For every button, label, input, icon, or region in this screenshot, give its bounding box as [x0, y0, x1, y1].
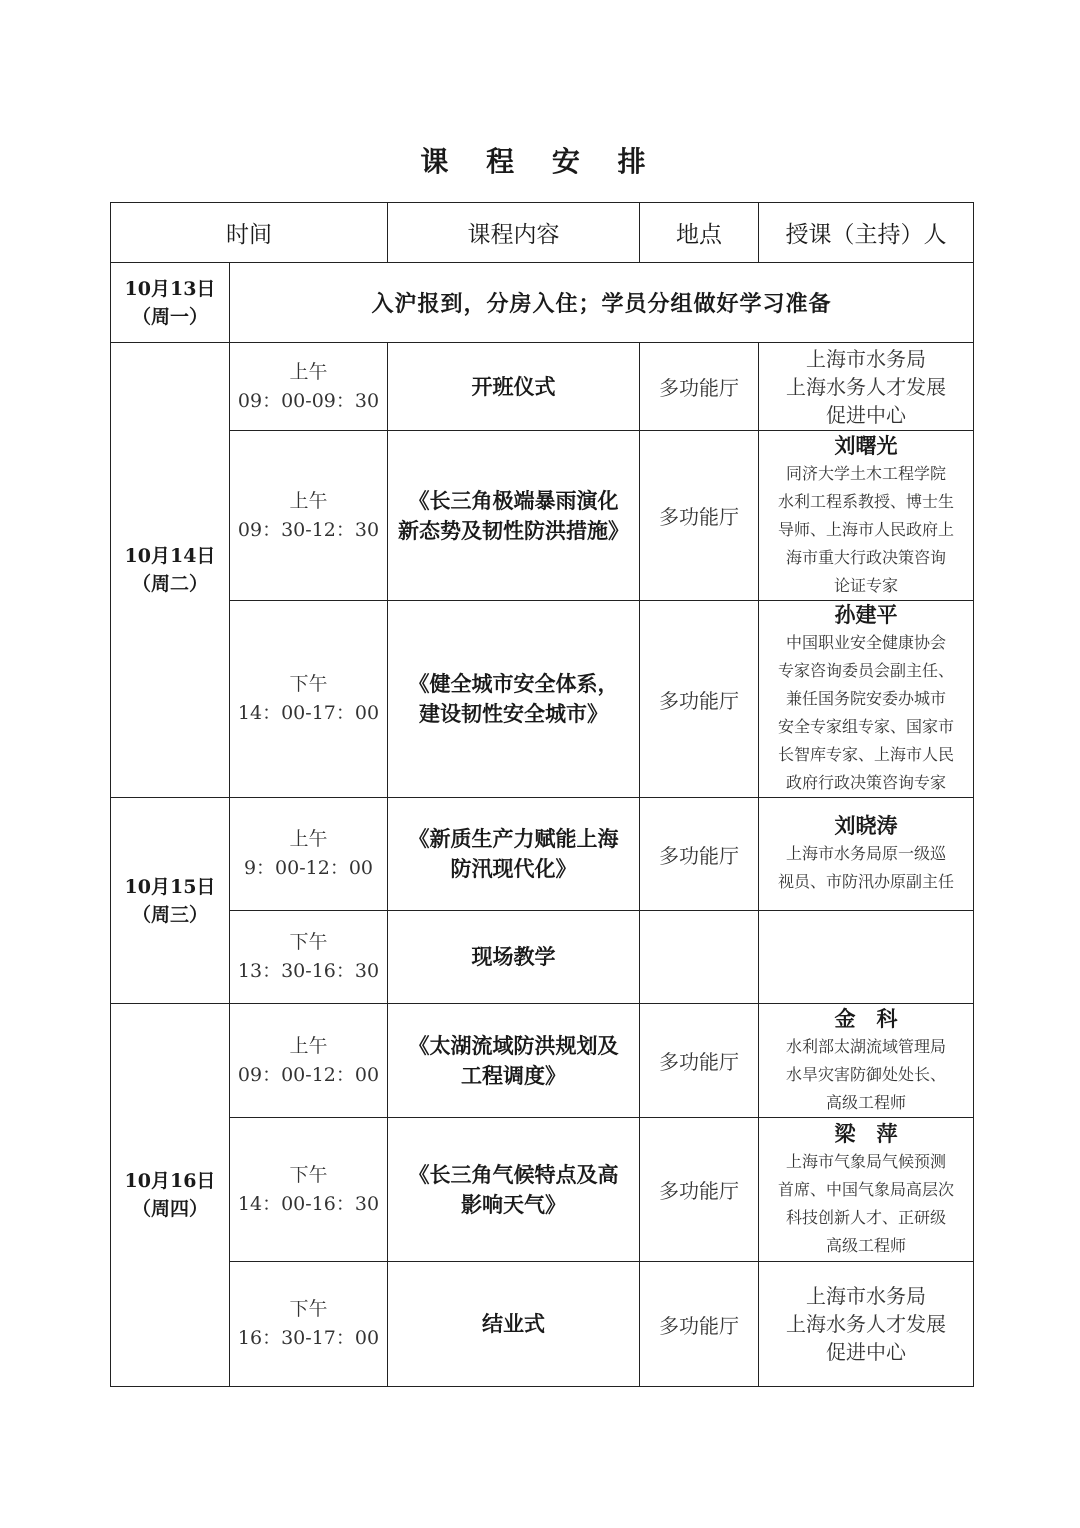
weekday: （周四）	[131, 1198, 208, 1220]
instructor-cell	[759, 1118, 974, 1262]
instructor-cell	[759, 1262, 974, 1387]
instructor-desc: 专家咨询委员会副主任、	[777, 661, 954, 680]
header-time: 时间	[111, 203, 388, 263]
header-location: 地点	[640, 203, 759, 263]
time-cell	[230, 798, 388, 911]
time-cell	[230, 343, 388, 431]
date: 10月14日	[124, 545, 216, 567]
instructor-desc: 水利部太湖流域管理局	[785, 1036, 946, 1056]
instructor-cell	[759, 601, 974, 798]
instructor-desc: 兼任国务院安委办城市	[785, 689, 946, 708]
instructor-desc: 同济大学土木工程学院	[785, 463, 946, 483]
period: 下午	[289, 1163, 328, 1186]
weekday: （周二）	[131, 573, 208, 595]
instructor-desc: 海市重大行政决策咨询	[785, 547, 946, 567]
course-line: 工程调度》	[461, 1062, 566, 1088]
time-cell	[230, 1118, 388, 1262]
instructor-desc: 上海市气象局气候预测	[785, 1151, 946, 1171]
course-line: 影响天气》	[461, 1191, 566, 1217]
weekday: （周三）	[131, 903, 208, 926]
organizer: 上海水务人才发展	[786, 374, 946, 399]
table-row	[111, 1262, 974, 1387]
period: 上午	[289, 1034, 328, 1057]
course-line: 防汛现代化》	[450, 856, 577, 881]
time-cell	[230, 601, 388, 798]
instructor-desc: 高级工程师	[825, 1235, 906, 1255]
instructor-desc: 安全专家组专家、国家市	[777, 717, 954, 736]
instructor-desc: 首席、中国气象局高层次	[777, 1179, 954, 1199]
table-row	[111, 911, 974, 1004]
organizer: 促进中心	[826, 1340, 906, 1364]
period: 下午	[289, 673, 328, 695]
time-range: 16：30-17：00	[237, 1327, 380, 1349]
instructor-name: 刘曙光	[834, 432, 898, 458]
course-cell	[388, 601, 640, 798]
course-cell: 结业式	[388, 1262, 640, 1387]
date-cell	[111, 343, 230, 798]
time-range: 09：30-12：30	[237, 518, 380, 541]
course-cell	[388, 431, 640, 601]
location-cell: 多功能厅	[640, 1262, 759, 1387]
instructor-cell	[759, 431, 974, 601]
table-row	[111, 798, 974, 911]
schedule-table	[110, 202, 974, 1387]
time-range: 9：00-12：00	[243, 857, 374, 879]
time-range: 14：00-17：00	[237, 702, 380, 724]
date-cell	[111, 263, 230, 343]
time-cell	[230, 431, 388, 601]
location-cell: 多功能厅	[640, 601, 759, 798]
course-line: 建设韧性安全城市》	[419, 701, 608, 726]
course-line: 新态势及韧性防洪措施》	[398, 517, 629, 543]
instructor-desc: 长智库专家、上海市人民	[777, 745, 954, 764]
header-course: 课程内容	[388, 203, 640, 263]
header-instructor: 授课（主持）人	[759, 203, 974, 263]
table-row	[111, 431, 974, 601]
registration-note: 入沪报到，分房入住；学员分组做好学习准备	[230, 263, 974, 343]
date: 10月15日	[124, 875, 216, 898]
location-cell: 多功能厅	[640, 431, 759, 601]
table-row	[111, 1118, 974, 1262]
location-cell: 多功能厅	[640, 1118, 759, 1262]
time-range: 09：00-12：00	[237, 1063, 380, 1086]
weekday: （周一）	[131, 305, 208, 328]
instructor-desc: 水旱灾害防御处处长、	[785, 1064, 946, 1084]
organizer: 促进中心	[826, 402, 906, 427]
location-cell: 多功能厅	[640, 798, 759, 911]
organizer: 上海水务人才发展	[786, 1312, 946, 1336]
course-line: 《太湖流域防洪规划及	[408, 1032, 619, 1058]
period: 下午	[289, 1298, 328, 1320]
instructor-desc: 高级工程师	[825, 1092, 906, 1112]
instructor-desc: 视员、市防汛办原副主任	[777, 872, 954, 891]
instructor-desc: 论证专家	[833, 575, 898, 595]
date: 10月13日	[124, 277, 216, 300]
table-row	[111, 343, 974, 431]
time-range: 14：00-16：30	[237, 1192, 380, 1215]
date-cell	[111, 798, 230, 1004]
course-line: 《长三角极端暴雨演化	[408, 487, 619, 513]
header-row	[111, 203, 974, 263]
instructor-name: 梁 萍	[834, 1120, 898, 1146]
table-row	[111, 601, 974, 798]
time-cell	[230, 1004, 388, 1118]
instructor-desc: 上海市水务局原一级巡	[785, 844, 946, 863]
location-cell: 多功能厅	[640, 343, 759, 431]
location-cell: 多功能厅	[640, 1004, 759, 1118]
instructor-desc: 中国职业安全健康协会	[785, 633, 946, 652]
period: 下午	[289, 931, 328, 953]
course-line: 《新质生产力赋能上海	[408, 826, 619, 851]
instructor-cell	[759, 343, 974, 431]
instructor-name: 刘晓涛	[834, 813, 898, 838]
course-line: 《长三角气候特点及高	[408, 1161, 619, 1187]
course-cell	[388, 1118, 640, 1262]
instructor-desc: 水利工程系教授、博士生	[777, 491, 954, 511]
table-row	[111, 263, 974, 343]
time-cell	[230, 911, 388, 1004]
course-cell: 现场教学	[388, 911, 640, 1004]
instructor-desc: 导师、上海市人民政府上	[777, 519, 954, 539]
organizer: 上海市水务局	[806, 1284, 926, 1308]
course-cell	[388, 798, 640, 911]
date-cell	[111, 1004, 230, 1387]
instructor-cell	[759, 798, 974, 911]
time-range: 09：00-09：30	[237, 389, 380, 412]
instructor-desc: 政府行政决策咨询专家	[785, 773, 946, 792]
date: 10月16日	[124, 1170, 216, 1192]
course-cell	[388, 1004, 640, 1118]
instructor-cell	[759, 911, 974, 1004]
instructor-name: 金 科	[834, 1005, 898, 1031]
instructor-cell	[759, 1004, 974, 1118]
time-cell	[230, 1262, 388, 1387]
period: 上午	[289, 828, 328, 850]
organizer: 上海市水务局	[806, 346, 926, 371]
period: 上午	[289, 489, 328, 512]
instructor-name: 孙建平	[834, 602, 898, 627]
instructor-desc: 科技创新人才、正研级	[785, 1207, 946, 1227]
course-cell: 开班仪式	[388, 343, 640, 431]
page-title: 课 程 安 排	[420, 145, 660, 178]
table-row	[111, 1004, 974, 1118]
location-cell	[640, 911, 759, 1004]
period: 上午	[289, 360, 328, 383]
time-range: 13：30-16：30	[237, 960, 380, 982]
course-line: 《健全城市安全体系，	[408, 671, 619, 696]
